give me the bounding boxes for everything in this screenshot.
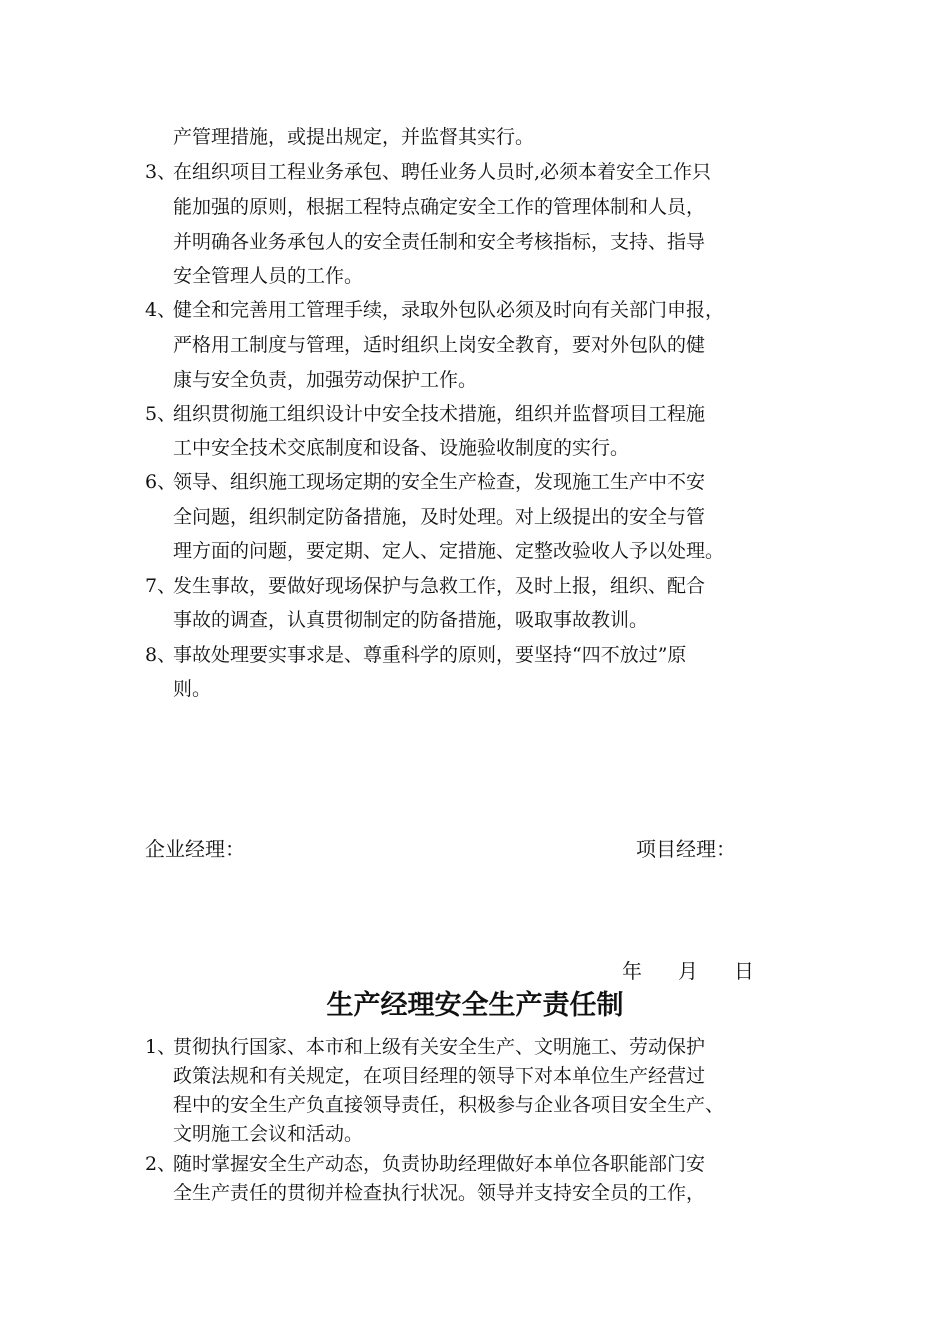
item-line: 随时掌握安全生产动态，负责协助经理做好本单位各职能部门安 bbox=[173, 1153, 706, 1175]
item-number: 6、 bbox=[145, 471, 177, 493]
item-line: 严格用工制度与管理，适时组织上岗安全教育，要对外包队的健 bbox=[173, 334, 706, 356]
item-number: 2、 bbox=[145, 1153, 177, 1175]
item-line: 事故处理要实事求是、尊重科学的原则，要坚持“四不放过”原 bbox=[173, 644, 687, 666]
date-line bbox=[622, 958, 790, 984]
item-number: 8、 bbox=[145, 644, 177, 666]
item-line: 则。 bbox=[173, 678, 212, 700]
section-title: 生产经理安全生产责任制 bbox=[326, 990, 624, 1021]
enterprise-manager-label: 企业经理： bbox=[145, 837, 245, 861]
item-line: 在组织项目工程业务承包、聘任业务人员时,必须本着安全工作只 bbox=[173, 161, 712, 183]
item-number: 7、 bbox=[145, 575, 177, 597]
item-number: 1、 bbox=[145, 1036, 177, 1058]
item-line: 健全和完善用工管理手续，录取外包队必须及时向有关部门申报， bbox=[173, 299, 725, 321]
item-number: 5、 bbox=[145, 403, 177, 425]
date-year: 年 bbox=[622, 959, 642, 983]
item-line: 发生事故，要做好现场保护与急救工作，及时上报，组织、配合 bbox=[173, 575, 706, 597]
item-line: 领导、组织施工现场定期的安全生产检查，发现施工生产中不安 bbox=[173, 471, 706, 493]
item-number: 4、 bbox=[145, 299, 177, 321]
item-line: 程中的安全生产负直接领导责任，积极参与企业各项目安全生产、 bbox=[173, 1094, 725, 1116]
item-line: 文明施工会议和活动。 bbox=[173, 1123, 364, 1145]
item-line: 事故的调查，认真贯彻制定的防备措施，吸取事故教训。 bbox=[173, 609, 649, 631]
item-line: 能加强的原则，根据工程特点确定安全工作的管理体制和人员， bbox=[173, 196, 706, 218]
carry-over-line: 产管理措施，或提出规定，并监督其实行。 bbox=[173, 126, 535, 148]
project-manager-label: 项目经理： bbox=[636, 837, 736, 861]
item-line: 安全管理人员的工作。 bbox=[173, 265, 364, 287]
item-line: 理方面的问题，要定期、定人、定措施、定整改验收人予以处理。 bbox=[173, 540, 725, 562]
item-line: 康与安全负责，加强劳动保护工作。 bbox=[173, 369, 478, 391]
item-line: 贯彻执行国家、本市和上级有关安全生产、文明施工、劳动保护 bbox=[173, 1036, 706, 1058]
item-number: 3、 bbox=[145, 161, 177, 183]
date-month: 月 bbox=[678, 959, 698, 983]
item-line: 组织贯彻施工组织设计中安全技术措施，组织并监督项目工程施 bbox=[173, 403, 706, 425]
item-line: 全问题，组织制定防备措施，及时处理。对上级提出的安全与管 bbox=[173, 506, 706, 528]
item-line: 政策法规和有关规定，在项目经理的领导下对本单位生产经营过 bbox=[173, 1065, 706, 1087]
date-day: 日 bbox=[734, 959, 754, 983]
item-line: 并明确各业务承包人的安全责任制和安全考核指标，支持、指导 bbox=[173, 231, 706, 253]
item-line: 工中安全技术交底制度和设备、设施验收制度的实行。 bbox=[173, 437, 630, 459]
item-line: 全生产责任的贯彻并检查执行状况。领导并支持安全员的工作， bbox=[173, 1182, 706, 1204]
